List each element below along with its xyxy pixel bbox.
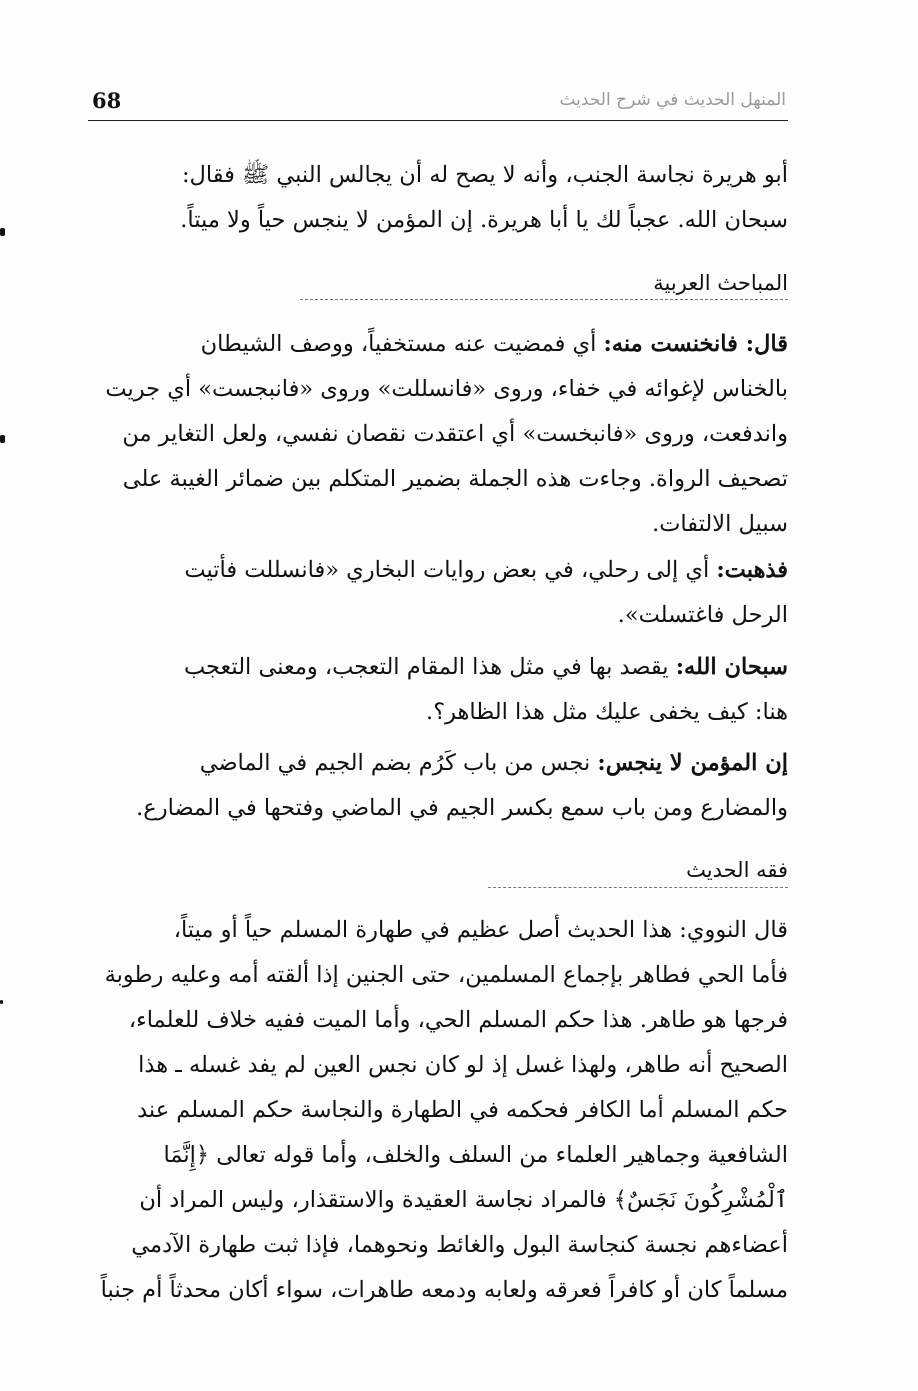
section-heading-fiqh-al-hadith: فقه الحديث (686, 858, 788, 882)
paragraph-subhanallah (78, 645, 788, 735)
definition-text: نجس من باب كَرُم بضم الجيم في الماضي (199, 750, 598, 776)
paragraph-fiqh (78, 908, 788, 1313)
heading-rule (488, 887, 788, 888)
text-line: فرجها هو طاهر. هذا حكم المسلم الحي، وأما الميت ففيه خلاف للعلماء، (128, 1007, 788, 1033)
page-header (88, 86, 788, 121)
text-line: بالخناس لإغوائه في خفاء، وروى «فانسللت» وروى «فانبجست» أي جريت (105, 376, 788, 402)
scan-margin-mark (0, 228, 5, 236)
text-line: فأما الحي فطاهر بإجماع المسلمين، حتى الجنين إذا ألقته أمه وعليه رطوبة (104, 962, 788, 988)
paragraph-dhahabtu (78, 548, 788, 638)
text-line: حكم المسلم أما الكافر فحكمه في الطهارة والنجاسة حكم المسلم عند (137, 1097, 788, 1123)
text-line: أعضاءهم نجسة كنجاسة البول والغائط ونحوهما، فإذا ثبت طهارة الآدمي (131, 1232, 788, 1258)
definition-text: أي فمضيت عنه مستخفياً، ووصف الشيطان (200, 331, 604, 357)
text-line (78, 548, 788, 593)
text-line: الصحيح أنه طاهر، ولهذا غسل إذ لو كان نجس العين لم يفد غسله ـ هذا (138, 1052, 788, 1078)
definition-text: أي إلى رحلي، في بعض روايات البخاري «فانسللت فأتيت (184, 557, 717, 583)
text-line (78, 322, 788, 367)
term-label: قال: فانخنست منه: (603, 331, 788, 357)
text-line: أبو هريرة نجاسة الجنب، وأنه لا يصح له أن يجالس النبي ﷺ فقال: (181, 162, 788, 188)
text-line (78, 741, 788, 786)
text-line: الرحل فاغتسلت». (617, 602, 788, 628)
page-number: 68 (92, 88, 122, 113)
scan-margin-mark (0, 435, 5, 443)
heading-rule (300, 299, 788, 300)
intro-paragraph (78, 153, 788, 243)
term-label: إن المؤمن لا ينجس: (597, 750, 788, 776)
section-heading-arabic-studies: المباحث العربية (653, 271, 788, 295)
paragraph-fankhanastu (78, 322, 788, 547)
text-line: سبيل الالتفات. (652, 511, 788, 537)
text-line: واندفعت، وروى «فانبخست» أي اعتقدت نقصان نفسي، ولعل التغاير من (122, 421, 788, 447)
text-line: الشافعية وجماهير العلماء من السلف والخلف، وأما قوله تعالى ﴿إِنَّمَا (163, 1142, 788, 1168)
definition-text: يقصد بها في مثل هذا المقام التعجب، ومعنى التعجب (183, 654, 676, 680)
text-line: سبحان الله. عجباً لك يا أبا هريرة. إن المؤمن لا ينجس حياً ولا ميتاً. (180, 207, 788, 233)
paragraph-almumin (78, 741, 788, 831)
text-line: والمضارع ومن باب سمع بكسر الجيم في الماضي وفتحها في المضارع. (136, 795, 788, 821)
text-line: هنا: كيف يخفى عليك مثل هذا الظاهر؟. (426, 699, 788, 725)
scan-margin-mark (0, 1000, 3, 1004)
text-line: قال النووي: هذا الحديث أصل عظيم في طهارة المسلم حياً أو ميتاً، (173, 917, 788, 943)
text-line: تصحيف الرواة. وجاءت هذه الجملة بضمير المتكلم بين ضمائر الغيبة على (122, 466, 788, 492)
text-line (78, 645, 788, 690)
text-line: ٱلْمُشْرِكُونَ نَجَسٌ﴾ فالمراد نجاسة العقيدة والاستقذار، وليس المراد أن (139, 1187, 788, 1213)
term-label: فذهبت: (716, 557, 788, 583)
running-title: المنهل الحديث في شرح الحديث (559, 90, 786, 110)
text-line: مسلماً كان أو كافراً فعرقه ولعابه ودمعه طاهرات، سواء أكان محدثاً أم جنباً (100, 1277, 788, 1303)
term-label: سبحان الله: (675, 654, 788, 680)
